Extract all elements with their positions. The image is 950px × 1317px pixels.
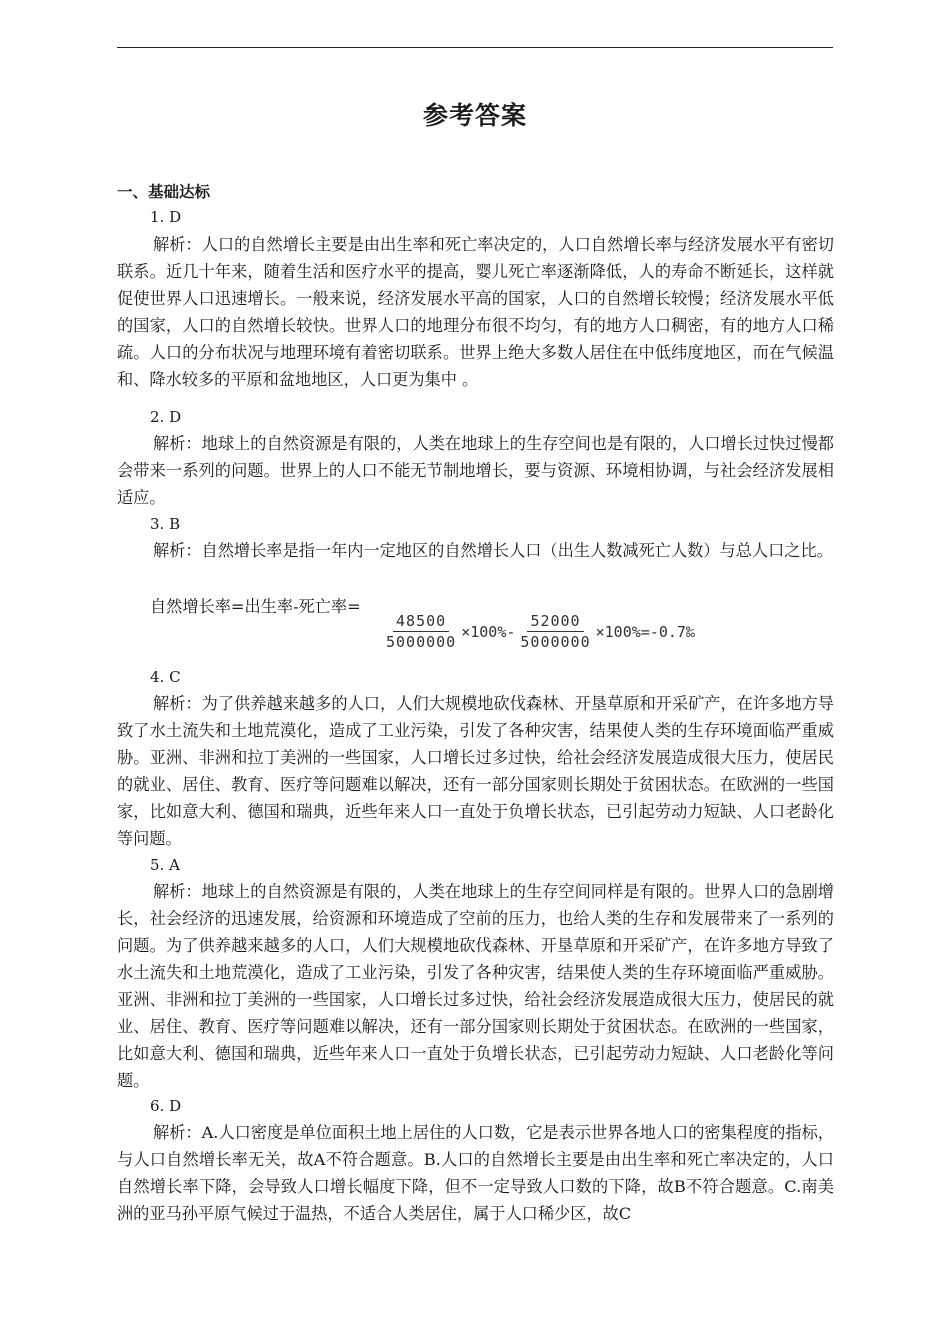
births-numerator: 48500 xyxy=(393,612,449,632)
deaths-denominator: 5000000 xyxy=(520,633,591,651)
header-rule xyxy=(117,47,833,48)
answer-5-explanation: 解析：地球上的自然资源是有限的，人类在地球上的生存空间同样是有限的。世界人口的急剧增长，社会经济的迅速发展，给资源和环境造成了空前的压力，也给人类的生存和发展带来了一系列的问题。为了供养越来越多的人口，人们大规模地砍伐森林、开垦草原和开采矿产，在许多地方导致了水土流失和土地荒漠化，造成了工业污染，引发了各种灾害，结果使人类的生存环境面临严重威胁。亚洲、非洲和拉丁美洲的一些国家，人口增长过多过快，给社会经济发展造成很大压力，使居民的就业、居住、教育、医疗等问题难以解决，还有一部分国家则长期处于贫困状态。在欧洲的一些国家，比如意大利、德国和瑞典，近些年来人口一直处于负增长状态，已引起劳动力短缺、人口老龄化等问题。 xyxy=(117,882,834,1090)
births-denominator: 5000000 xyxy=(386,633,457,651)
fraction-deaths xyxy=(517,612,593,651)
answer-3-explanation: 解析：自然增长率是指一年内一定地区的自然增长人口（出生人数减死亡人数）与总人口之比。 xyxy=(153,541,833,560)
fraction-births xyxy=(383,612,459,651)
answer-5-label: 5. A xyxy=(150,856,180,874)
growth-rate-formula xyxy=(383,612,697,651)
answer-4-explanation: 解析：为了供养越来越多的人口，人们大规模地砍伐森林、开垦草原和开采矿产，在许多地方导致了水土流失和土地荒漠化，造成了工业污染，引发了各种灾害，结果使人类的生存环境面临严重威胁。亚洲、非洲和拉丁美洲的一些国家，人口增长过多过快，给社会经济发展造成很大压力，使居民的就业、居住、教育、医疗等问题难以解决，还有一部分国家则长期处于贫困状态。在欧洲的一些国家，比如意大利、德国和瑞典，近些年来人口一直处于负增长状态，已引起劳动力短缺、人口老龄化等问题。 xyxy=(117,694,834,848)
formula-lead: 自然增长率=出生率-死亡率= xyxy=(150,597,361,616)
answer-2-label: 2. D xyxy=(150,408,182,426)
answer-1-explanation: 解析：人口的自然增长主要是由出生率和死亡率决定的，人口自然增长率与经济发展水平有密切联系。近几十年来，随着生活和医疗水平的提高，婴儿死亡率逐渐降低，人的寿命不断延长，这样就促使世界人口迅速增长。一般来说，经济发展水平高的国家，人口的自然增长较慢；经济发展水平低的国家，人口的自然增长较快。世界人口的地理分布很不均匀，有的地方人口稠密，有的地方人口稀疏。人口的分布状况与地理环境有着密切联系。世界上绝大多数人居住在中低纬度地区，而在气候温和、降水较多的平原和盆地地区，人口更为集中 。 xyxy=(117,235,834,389)
answer-6-explanation: 解析：A.人口密度是单位面积土地上居住的人口数，它是表示世界各地人口的密集程度的指标，与人口自然增长率无关，故A不符合题意。B.人口的自然增长主要是由出生率和死亡率决定的，人口自然增长率下降，会导致人口增长幅度下降，但不一定导致人口数的下降，故B不符合题意。C.南美洲的亚马孙平原气候过于温热，不适合人类居住，属于人口稀少区，故C xyxy=(117,1123,834,1223)
section-heading: 一、基础达标 xyxy=(117,183,211,201)
answer-1-label: 1. D xyxy=(150,208,182,226)
page-title: 参考答案 xyxy=(422,101,527,130)
answer-4-label: 4. C xyxy=(150,668,181,686)
deaths-numerator: 52000 xyxy=(527,612,583,632)
answer-6-label: 6. D xyxy=(150,1097,182,1115)
formula-operator-1: ×100%- xyxy=(461,622,516,641)
answer-3-label: 3. B xyxy=(150,515,181,533)
formula-result: ×100%=-0.7‰ xyxy=(595,622,695,641)
answer-2-explanation: 解析：地球上的自然资源是有限的，人类在地球上的生存空间也是有限的，人口增长过快过慢都会带来一系列的问题。世界上的人口不能无节制地增长，要与资源、环境相协调，与社会经济发展相适应。 xyxy=(117,434,834,507)
